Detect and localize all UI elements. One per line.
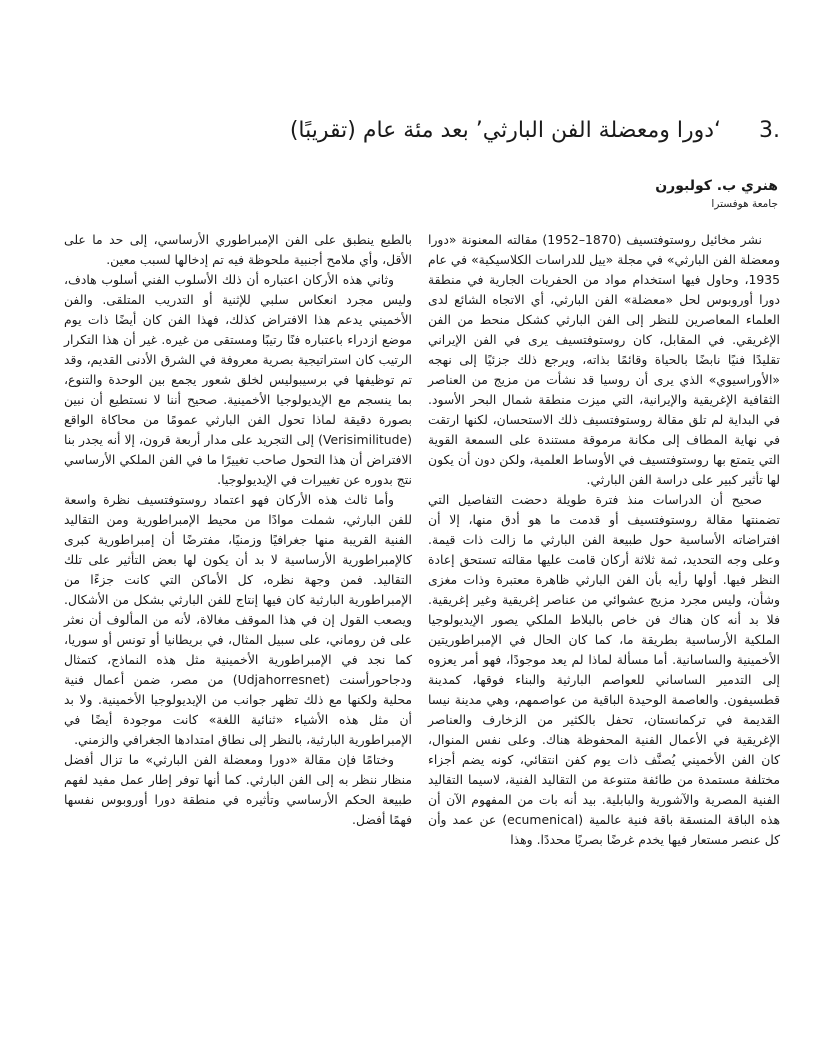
paragraph: صحيح أن الدراسات منذ فترة طويلة دحضت التفاصيل التي تضمنتها مقالة روستوفتسيف أو قدمت ما هو أدق منها، إلا أن افتراضاته الأساسية حول طبيعة الفن البارثي ما زالت ذات قيمة. وعلى وجه التحديد، ثمة ثلاثة أركان قامت عليها مقالته تستحق إعادة النظر فيها. أولها رأيه بأن الفن البارثي ظاهرة معتبرة وذات مغزى وشأن، وليس مجرد مزيج عشوائي من عناصر إغريقية وغير إغريقية. فلا بد أنه كان هناك فن خاص بالبلاط الملكي يصور الإيديولوجيا الملكية الأرساسية بطريقة ما، كما كان الحال في الإمبراطوريتين الأخمينية والساسانية. أما مسألة لماذا لم يعد موجودًا، فهو أمر يعزوه إلى التدمير الساساني للعواصم البارثية والبناء فوقها، كمدينة قطسيفون. والعاصمة الوحيدة الباقية من عواصمهم، وهي مدينة نيسا القديمة في تركمانستان، تحفل بالكثير من الزخارف والعناصر الإغريقية في الأعمال الفنية المحفوظة هناك. وعلى نفس المنوال، كان الفن الأخميني يُصنَّف ذات يوم كفن انتقائي، كونه يضم أجزاء مختلفة مستمدة من طائفة متنوعة من التقاليد الفنية، لاسيما التقاليد الفنية المصرية والآشورية والبابلية. بيد أنه بات من المفهوم الآن أن هذه الباقة المنسقة باقة فنية عالمية (ecumenical) عن عمد وأن كل عنصر مستعار فيها يخدم غرضًا بصريًا محددًا. وهذا bbox=[428, 492, 780, 847]
paragraph: وأما ثالث هذه الأركان فهو اعتماد روستوفتسيف نظرة واسعة للفن البارثي، شملت موادًا من محيط الإمبراطورية ومن التقاليد الفنية القريبة منها جغرافيًا وزمنيًا، مفترضًا أن إمبراطورية كبرى كالإمبراطورية الأرساسية لا بد أن يكون لها بعض التأثير على تلك التقاليد. فمن وجهة نظره، كل الأماكن التي كانت جزءًا من الإمبراطورية البارثية كان فيها إنتاج للفن البارثي بشكل من الأشكال. ويصعب القول إن في هذا الموقف مغالاة، لأنه من المألوف أن نعثر على فن روماني، على سبيل المثال، في بريطانيا أو تونس أو سوريا، كما نجد في الإمبراطورية الأخمينية مثل هذه النماذج، كتمثال ودجاحورأسنت (Udjahorresnet) من مصر، ضمن أعمال فنية محلية ولكنها مع ذلك تظهر جوانب من الإيديولوجيا الأخمينية. ولا بد أن مثل هذه الأشياء «ثنائية اللغة» كانت موجودة أيضًا في الإمبراطورية البارثية، بالنظر إلى نطاق امتدادها الجغرافي والزمني. bbox=[64, 492, 412, 747]
left-column bbox=[64, 230, 412, 830]
chapter-number: 3. bbox=[759, 118, 780, 143]
paragraph: وثاني هذه الأركان اعتباره أن ذلك الأسلوب الفني أسلوب هادف، وليس مجرد انعكاس سلبي للإثنية أو التدريب المتلقى. والفن الأخميني يدعم هذا الافتراض كذلك، فهذا الفن كان أيضًا ذات يوم موضع ازدراء باعتباره فنًا رتيبًا ومستقى من غيره. غير أن هذا التكرار الرتيب كان استراتيجية بصرية معروفة في الشرق الأدنى القديم، وقد تم توظيفها في برسيبوليس لخلق شعور يجمع بين الوحدة والتنوع، بما ينسجم مع الإيديولوجيا الأخمينية. صحيح أننا لا نستطيع أن نبين بصورة دقيقة لماذا تحول الفن البارثي عمومًا من محاكاة الواقع (Verisimilitude) إلى التجريد على مدار أربعة قرون، إلا أنه يجدر بنا الافتراض أن هذا التحول صاحب تغييرًا ما في الفن الملكي الأرساسي نتج بدوره عن تغييرات في الإيديولوجيا. bbox=[64, 272, 412, 487]
author-name: هنري ب. كولبورن bbox=[655, 178, 778, 194]
paragraph-continued: بالطبع ينطبق على الفن الإمبراطوري الأرساسي، إلى حد ما على الأقل، وأي ملامح أجنبية ملحوظة فيه تم إدخالها لسبب معين. bbox=[64, 232, 412, 267]
author-block bbox=[655, 176, 778, 212]
right-column bbox=[428, 230, 780, 850]
author-affiliation: جامعة هوفسترا bbox=[711, 198, 778, 210]
chapter-heading bbox=[20, 118, 780, 143]
chapter-title: ‘دورا ومعضلة الفن البارثي’ بعد مئة عام (تقريبًا) bbox=[289, 118, 721, 143]
paragraph: وختامًا فإن مقالة «دورا ومعضلة الفن البارثي» ما تزال أفضل منظار ننظر به إلى الفن البارثي. كما أنها توفر إطار عمل مفيد لفهم طبيعة الحكم الأرساسي وتأثيره في منطقة دورا أوروبوس نفسها فهمًا أفضل. bbox=[64, 752, 412, 827]
paragraph: نشر مخائيل روستوفتسيف (1870–1952) مقالته المعنونة «دورا ومعضلة الفن البارثي» في مجلة «ييل للدراسات الكلاسيكية» في عام 1935، وحاول فيها استخدام مواد من الحفريات الجارية في منطقة دورا أوروبوس لحل «معضلة» الفن البارثي، أي الاتجاه الشائع لدى العلماء المعاصرين للنظر إلى الفن البارثي كشكل منحط من الفن الإغريقي. في المقابل، كان روستوفتسيف يرى في الفن الإيراني تقليدًا فنيًا نابضًا بالحياة وقائمًا بذاته، ويرجع ذلك جزئيًا إلى نهجه «الأوراسيوي» الذي يرى أن روسيا قد نشأت من مزيج من العناصر الثقافية الإغريقية والإيرانية، التي ميزت منطقة شمال البحر الأسود. في البداية لم تلق مقالة روستوفتسيف ذلك الاستحسان، لكنها ارتقت في نهاية المطاف إلى مكانة مرموقة مستندة على السمعة القوية التي يتمتع بها روستوفتسيف في الأوساط العلمية، ولكن دون أن يكون لها تأثير كبير على دراسة الفن البارثي. bbox=[428, 232, 780, 487]
